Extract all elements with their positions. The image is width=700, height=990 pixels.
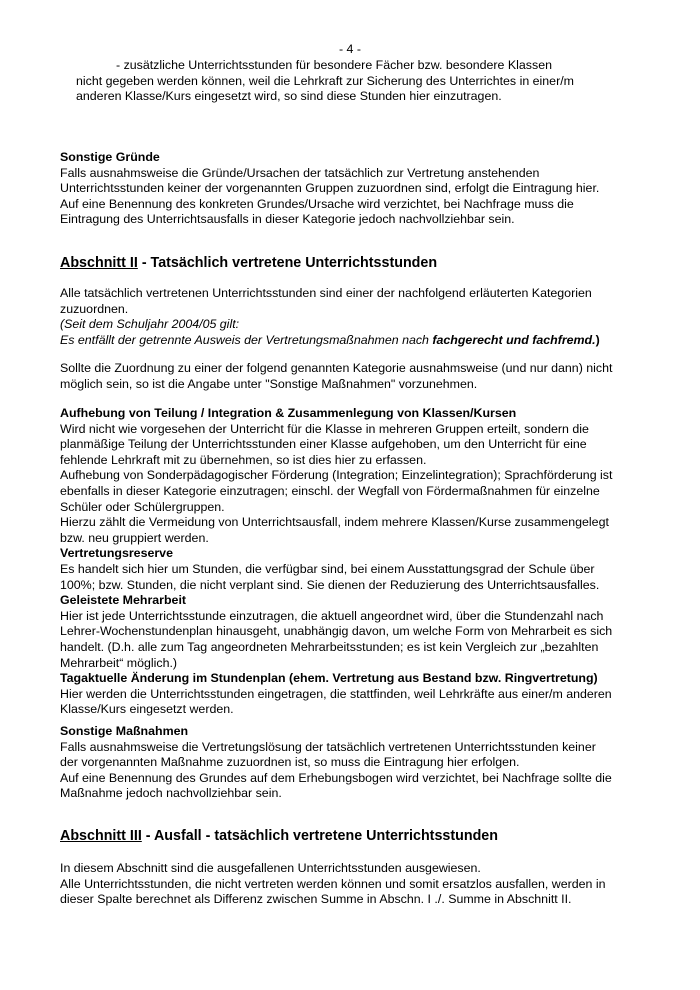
intro-rest: nicht gegeben werden können, weil die Lehrkraft zur Sicherung des Unterrichtes in einer/m anderen Klasse/Kurs eingesetzt wird, so sind diese Stunden hier einzutragen. xyxy=(76,73,574,104)
aufhebung-section xyxy=(60,406,650,718)
aufhebung-text: Wird nicht wie vorgesehen der Unterricht für die Klasse in mehreren Gruppen erteilt, sondern die planmäßige Teilung der Unterrichtsstunden einer Klasse aufgehoben, um den Unterricht für eine fehlende Lehrkraft mit zu übernehmen, so ist dies hier zu erfassen. Aufhebung von Sonderpädagogischer Förderung (Integration; Einzelintegration); Sprachförderung ist ebenfalls in dieser Kategorie einzutragen; einschl. der Wegfall von Fördermaßnahmen für einzelne Schüler oder Schülergruppen. Hierzu zählt die Vermeidung von Unterrichtsausfall, indem mehrere Klassen/Kurse zusammengelegt bzw. neu gruppiert werden. xyxy=(60,421,613,545)
note-close: ) xyxy=(595,332,600,347)
mehrarbeit-text: Hier ist jede Unterrichtsstunde einzutragen, die aktuell angeordnet wird, über die Stundenzahl nach Lehrer-Wochenstundenplan hinausgeht, unabhängig davon, um welche Form von Mehrarbeit es sich handelt. (D.h. alle zum Tag angeordneten Mehrarbeitsstunden; es ist kein Vergleich zur „bezahlten Mehrarbeit“ möglich.) xyxy=(60,608,613,670)
mehrarbeit-heading: Geleistete Mehrarbeit xyxy=(60,593,187,608)
abschnitt-3-heading xyxy=(60,828,650,845)
zuordnung-paragraph: Sollte die Zuordnung zu einer der folgend genannten Kategorie ausnahmsweise (und nur dann) nicht möglich sein, so ist die Angabe unter "Sonstige Maßnahmen" vorzunehmen. xyxy=(60,361,613,391)
page-number: - 4 - xyxy=(338,42,362,56)
tagaktuell-heading: Tagaktuelle Änderung im Stundenplan (ehem. Vertretung aus Bestand bzw. Ringvertretung) xyxy=(60,671,598,686)
reserve-text: Es handelt sich hier um Stunden, die verfügbar sind, bei einem Ausstattungsgrad der Schule über 100%; bzw. Stunden, die nicht verplant sind. Sie dienen der Reduzierung des Unterrichtsausfalles. xyxy=(60,561,600,592)
sonstige-massnahmen-heading: Sonstige Maßnahmen xyxy=(60,724,189,738)
abschnitt-2-label: Abschnitt II xyxy=(60,255,138,271)
aufhebung-heading: Aufhebung von Teilung / Integration & Zusammenlegung von Klassen/Kursen xyxy=(60,406,517,420)
intro-first-line: - zusätzliche Unterrichtsstunden für besondere Fächer bzw. besondere Klassen xyxy=(116,58,552,72)
tagaktuell-text: Hier werden die Unterrichtsstunden eingetragen, die stattfinden, weil Lehrkräfte aus einer/m anderen Klasse/Kurs eingesetzt werden. xyxy=(60,686,612,717)
reserve-heading: Vertretungsreserve xyxy=(60,546,173,561)
abschnitt-2-intro-text: Alle tatsächlich vertretenen Unterrichtsstunden sind einer der nachfolgend erläuterten Kategorien zuzuordnen. xyxy=(60,286,592,316)
abschnitt-2-note-line-2 xyxy=(60,333,650,349)
abschnitt-2-note-line-1: (Seit dem Schuljahr 2004/05 gilt: xyxy=(60,317,240,332)
abschnitt-3-text: In diesem Abschnitt sind die ausgefallenen Unterrichtsstunden ausgewiesen. Alle Unterrichtsstunden, die nicht vertreten werden können und somit ersatzlos ausfallen, werden in dieser Spalte berechnet als Differenz zwischen Summe in Abschn. I ./. Summe in Abschnitt II. xyxy=(60,861,606,907)
sonstige-massnahmen-text: Falls ausnahmsweise die Vertretungslösung der tatsächlich vertretenen Unterrichtsstunden keiner der vorgenannten Maßnahme zuzuordnen ist, so muss die Eintragung hier erfolgen. Auf eine Benennung des Grundes auf dem Erhebungsbogen wird verzichtet, bei Nachfrage sollte die Maßnahme jedoch nachvollziehbar sein. xyxy=(60,739,612,801)
sonstige-gruende-heading: Sonstige Gründe xyxy=(60,150,160,164)
abschnitt-2-title: - Tatsächlich vertretene Unterrichtsstunden xyxy=(137,255,438,271)
abschnitt-2-intro xyxy=(60,286,650,348)
sonstige-gruende-section xyxy=(60,150,650,228)
sonstige-massnahmen-section xyxy=(60,724,650,802)
abschnitt-3-label: Abschnitt III xyxy=(60,828,142,844)
abschnitt-3-title: - Ausfall - tatsächlich vertretene Unterrichtsstunden xyxy=(141,828,498,844)
abschnitt-2-heading xyxy=(60,255,650,272)
intro-paragraph xyxy=(60,58,650,105)
note-bold-text: fachgerecht und fachfremd. xyxy=(432,332,596,347)
sonstige-gruende-text: Falls ausnahmsweise die Gründe/Ursachen der tatsächlich zur Vertretung anstehenden Unterrichtsstunden keiner der vorgenannten Gruppen zuzuordnen sind, erfolgt die Eintragung hier. Auf eine Benennung des konkreten Grundes/Ursache wird verzichtet, bei Nachfrage muss die Eintragung des Unterrichtsausfalls in dieser Kategorie jedoch nachvollziehbar sein. xyxy=(60,165,600,227)
note-text: Es entfällt der getrennte Ausweis der Vertretungsmaßnahmen nach xyxy=(60,332,433,347)
